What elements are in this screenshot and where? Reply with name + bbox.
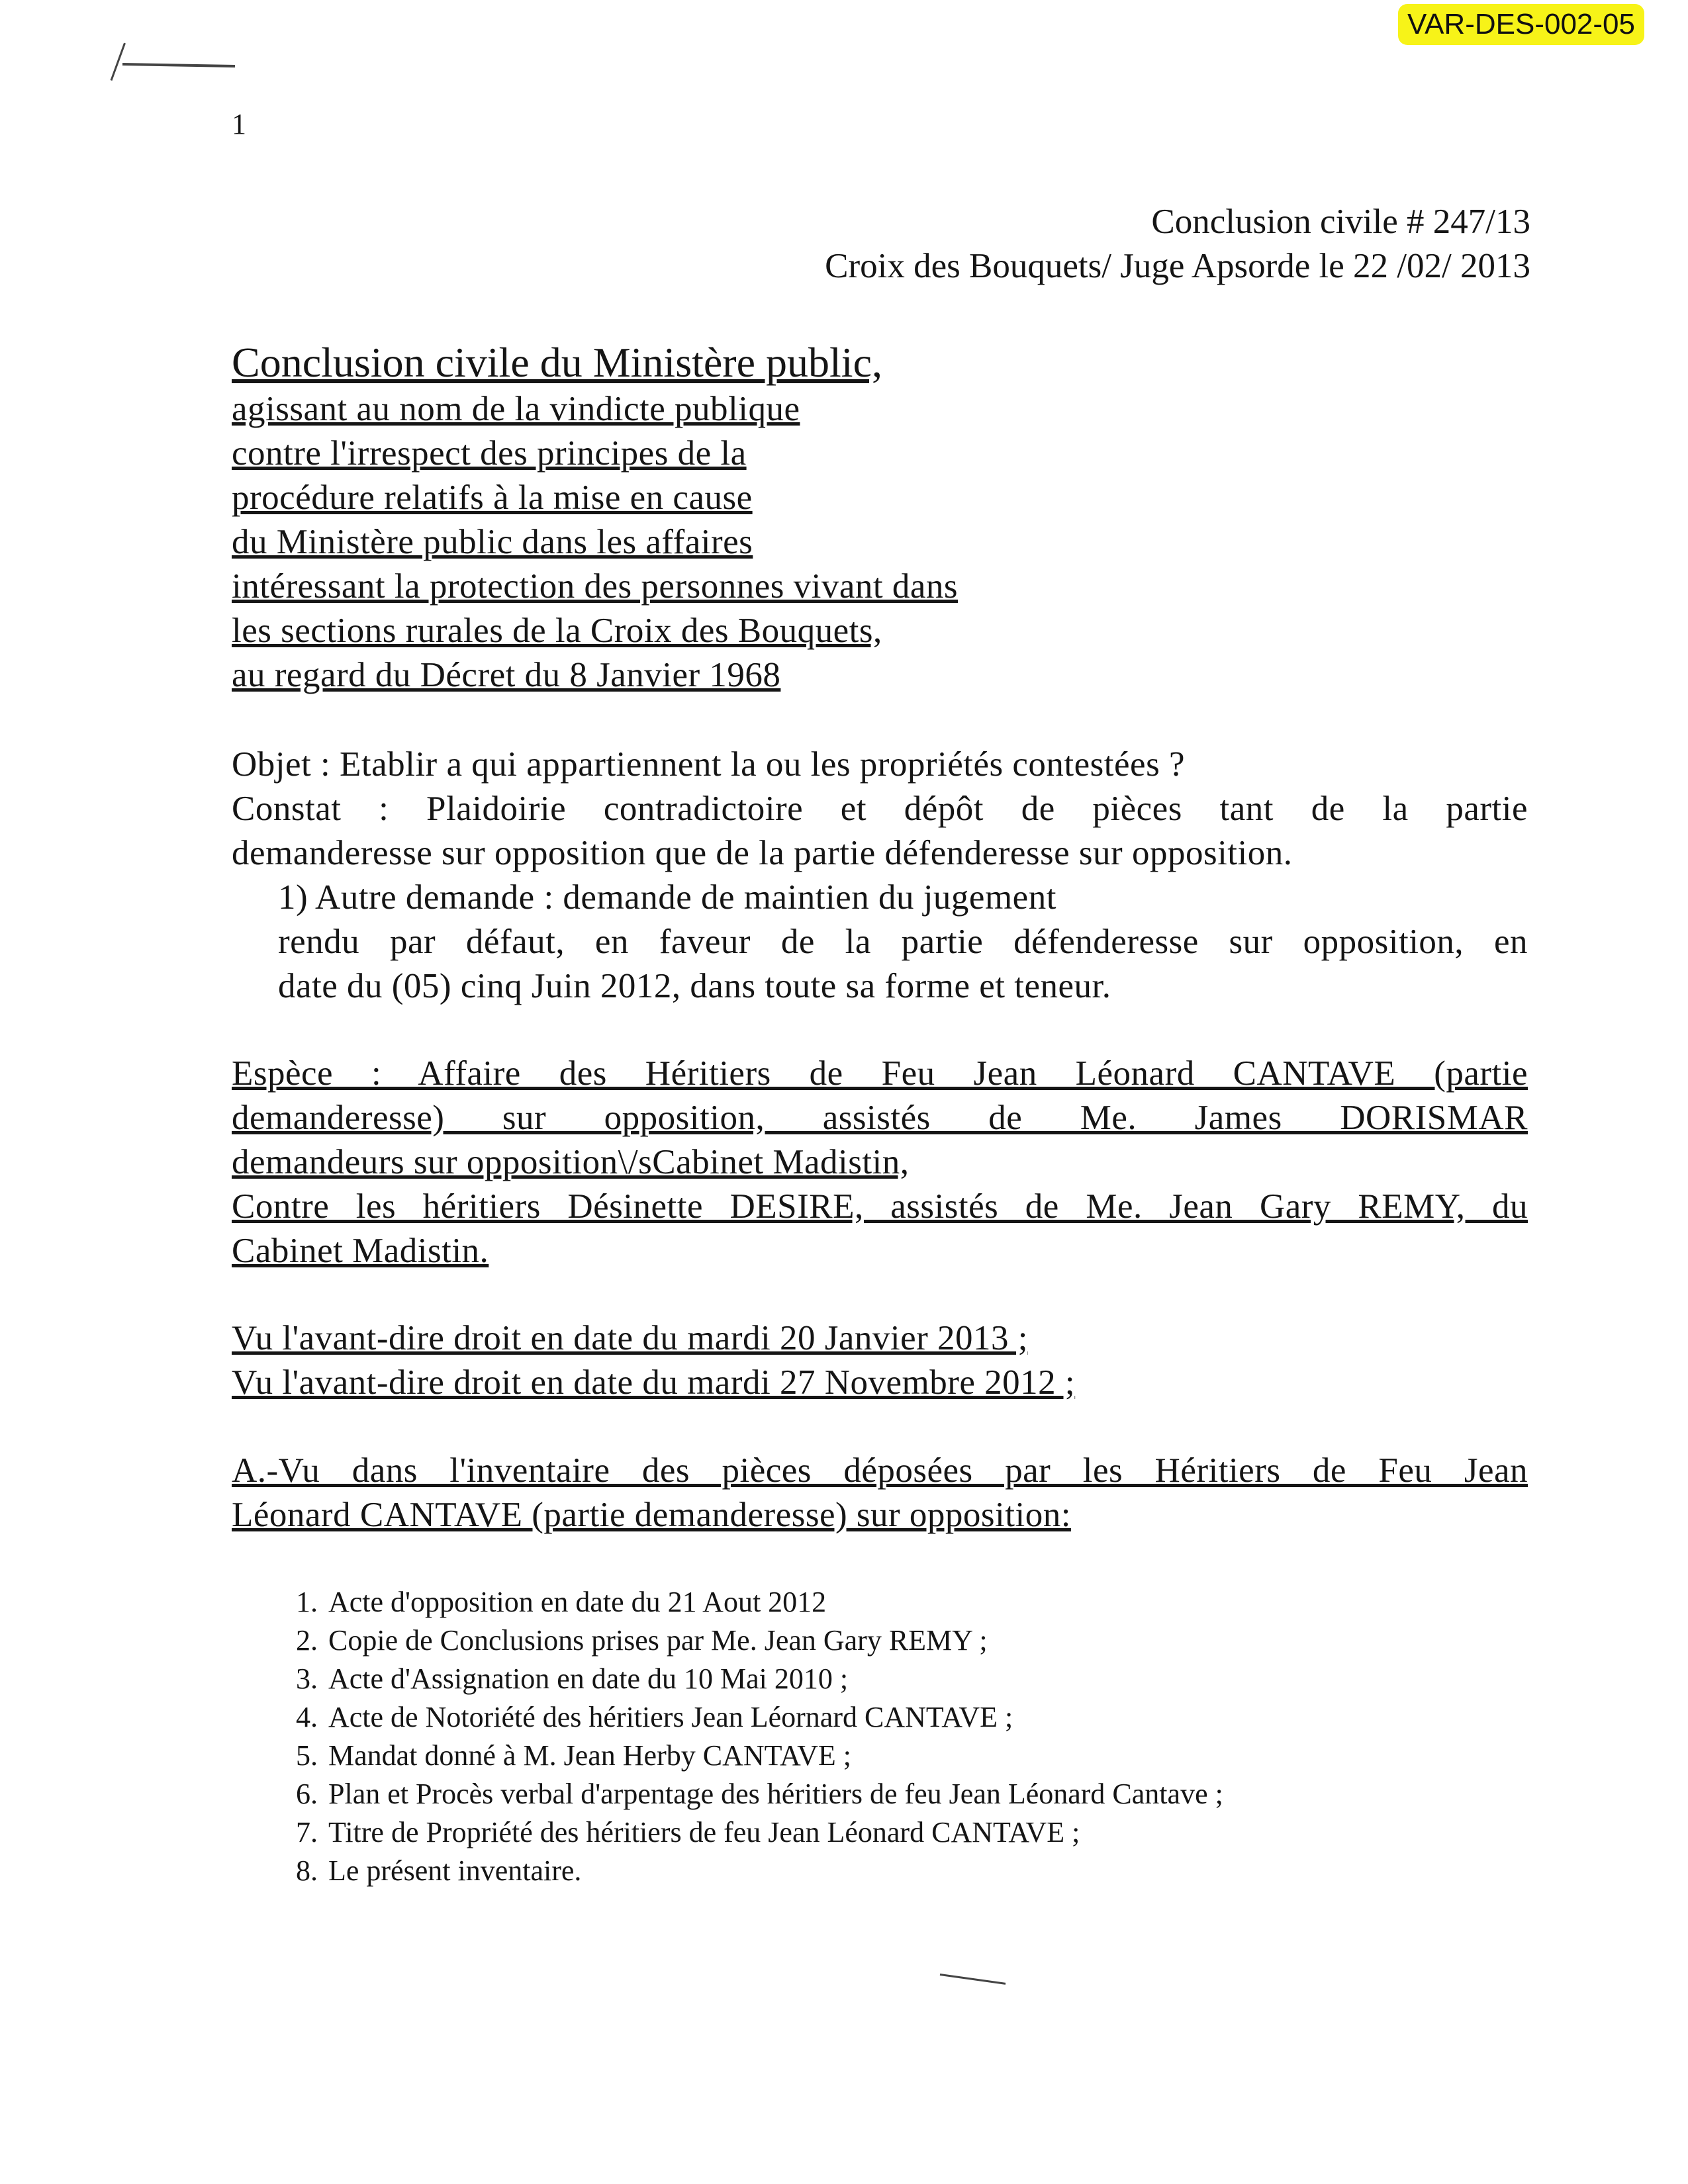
list-item-text: Titre de Propriété des héritiers de feu Jean Léonard CANTAVE ; [328,1816,1080,1848]
espece-line-4: Contre les héritiers Désinette DESIRE, assistés de Me. Jean Gary REMY, du [232,1187,1528,1226]
list-item-number: 1. [296,1586,318,1618]
objet-line: Objet : Etablir a qui appartiennent la ou les propriétés contestées ? [232,745,1185,784]
autre-demande-line-3: date du (05) cinq Juin 2012, dans toute sa forme et teneur. [278,967,1111,1005]
page-number: 1 [232,108,246,140]
subtitle-line: agissant au nom de la vindicte publique [232,390,800,428]
list-item [252,1852,1223,1890]
list-item-number: 6. [296,1778,318,1810]
list-item-text: Le présent inventaire. [328,1854,582,1887]
header-court-date: Croix des Bouquets/ Juge Apsorde le 22 /02/ 2013 [825,247,1530,285]
subtitle-line: procédure relatifs à la mise en cause [232,478,753,517]
list-item-text: Acte de Notoriété des héritiers Jean Léornard CANTAVE ; [328,1701,1013,1733]
subtitle-line: contre l'irrespect des principes de la [232,434,747,473]
constat-line-1: Constat : Plaidoirie contradictoire et dépôt de pièces tant de la partie [232,790,1528,828]
espece-line-3: demandeurs sur opposition\/sCabinet Madistin, [232,1143,910,1181]
list-item-text: Acte d'Assignation en date du 10 Mai 2010 ; [328,1662,849,1695]
inventory-list [252,1583,1223,1890]
list-item [252,1621,1223,1660]
document-id-stamp: VAR-DES-002-05 [1398,4,1644,45]
list-item [252,1660,1223,1698]
autre-demande-line-2: rendu par défaut, en faveur de la partie défenderesse sur opposition, en [278,923,1528,961]
vu-line-2: Vu l'avant-dire droit en date du mardi 27 Novembre 2012 ; [232,1363,1076,1402]
list-item-text: Copie de Conclusions prises par Me. Jean Gary REMY ; [328,1624,988,1657]
list-item [252,1698,1223,1737]
list-item-number: 4. [296,1701,318,1733]
list-item [252,1813,1223,1852]
subtitle-line: intéressant la protection des personnes vivant dans [232,567,958,606]
scan-mark-top-left-slash [111,43,126,81]
subtitle-line: au regard du Décret du 8 Janvier 1968 [232,656,781,694]
list-item-number: 8. [296,1854,318,1887]
vu-line-1: Vu l'avant-dire droit en date du mardi 20 Janvier 2013 ; [232,1319,1028,1357]
list-item-text: Mandat donné à M. Jean Herby CANTAVE ; [328,1739,851,1772]
espece-line-1: Espèce : Affaire des Héritiers de Feu Jean Léonard CANTAVE (partie [232,1054,1528,1093]
constat-line-2: demanderesse sur opposition que de la partie défenderesse sur opposition. [232,834,1293,872]
list-item-number: 7. [296,1816,318,1848]
list-item-number: 2. [296,1624,318,1657]
subtitle-line: les sections rurales de la Croix des Bouquets, [232,612,882,650]
inventaire-heading-line-2: Léonard CANTAVE (partie demanderesse) sur opposition: [232,1496,1071,1534]
list-item [252,1737,1223,1775]
list-item-text: Acte d'opposition en date du 21 Aout 2012 [328,1586,827,1618]
espece-line-5: Cabinet Madistin. [232,1232,489,1270]
list-item-number: 5. [296,1739,318,1772]
header-case-number: Conclusion civile # 247/13 [1151,203,1530,241]
scan-mark-top-left [122,63,235,68]
subtitle-line: du Ministère public dans les affaires [232,523,753,561]
inventaire-heading-line-1: A.-Vu dans l'inventaire des pièces déposées par les Héritiers de Feu Jean [232,1451,1528,1490]
list-item-text: Plan et Procès verbal d'arpentage des héritiers de feu Jean Léonard Cantave ; [328,1778,1223,1810]
list-item-number: 3. [296,1662,318,1695]
list-item [252,1775,1223,1813]
espece-line-2: demanderesse) sur opposition, assistés de Me. James DORISMAR [232,1099,1528,1137]
scan-mark-bottom [940,1974,1006,1985]
autre-demande-line-1: 1) Autre demande : demande de maintien du jugement [278,878,1056,917]
list-item [252,1583,1223,1621]
document-title: Conclusion civile du Ministère public, [232,339,882,386]
